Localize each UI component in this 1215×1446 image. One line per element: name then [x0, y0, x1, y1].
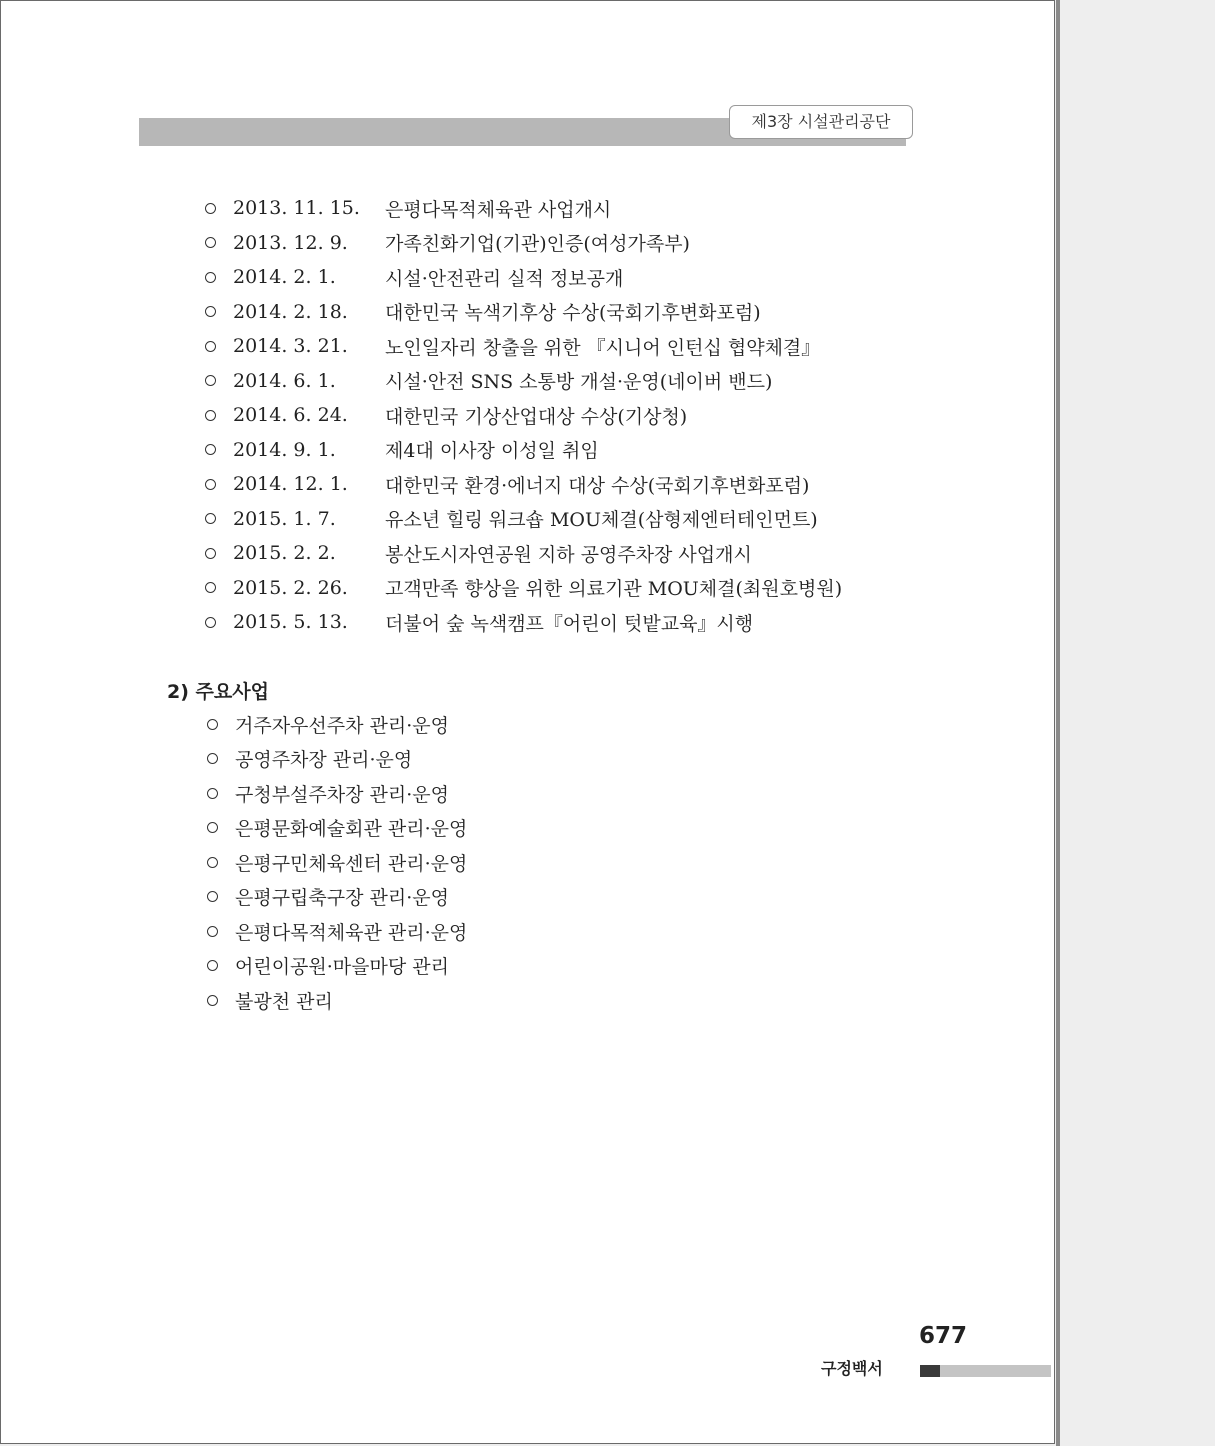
bullet-icon [207, 753, 218, 764]
history-item [201, 398, 961, 433]
business-item [203, 811, 703, 846]
bullet-icon [205, 237, 216, 248]
history-event: 제4대 이사장 이성일 취임 [385, 440, 599, 463]
bullet-icon [205, 203, 216, 214]
business-item-label: 은평구민체육센터 관리·운영 [235, 852, 468, 875]
history-event: 은평다목적체육관 사업개시 [385, 198, 612, 221]
history-item [201, 226, 961, 261]
bullet-icon [205, 617, 216, 628]
business-item [203, 914, 703, 949]
history-date: 2013. 11. 15. [233, 197, 360, 220]
bullet-icon [205, 410, 216, 421]
history-date: 2015. 2. 2. [233, 542, 336, 565]
bullet-icon [205, 306, 216, 317]
bullet-icon [205, 548, 216, 559]
history-date: 2015. 5. 13. [233, 611, 348, 634]
history-date: 2014. 6. 1. [233, 369, 336, 392]
bullet-icon [207, 926, 218, 937]
book-title: 구정백서 [821, 1359, 883, 1378]
business-item [203, 742, 703, 777]
history-date: 2015. 1. 7. [233, 507, 336, 530]
business-item [203, 707, 703, 742]
business-item-label: 은평다목적체육관 관리·운영 [235, 921, 468, 944]
business-item-label: 구청부설주차장 관리·운영 [235, 783, 449, 806]
bullet-icon [205, 479, 216, 490]
bullet-icon [205, 513, 216, 524]
bullet-icon [207, 788, 218, 799]
business-item-label: 공영주차장 관리·운영 [235, 749, 413, 772]
history-date: 2013. 12. 9. [233, 231, 348, 254]
bullet-icon [205, 444, 216, 455]
bullet-icon [205, 272, 216, 283]
history-event: 대한민국 녹색기후상 수상(국회기후변화포럼) [385, 302, 761, 325]
business-list [203, 707, 703, 1018]
page-number: 677 [919, 1323, 968, 1349]
history-event: 노인일자리 창출을 위한 『시니어 인턴십 협약체결』 [385, 336, 821, 359]
history-date: 2014. 12. 1. [233, 473, 348, 496]
bullet-icon [207, 891, 218, 902]
history-item [201, 433, 961, 468]
bullet-icon [205, 341, 216, 352]
history-event: 시설·안전 SNS 소통방 개설·운영(네이버 밴드) [385, 371, 773, 394]
bullet-icon [207, 822, 218, 833]
bullet-icon [207, 857, 218, 868]
business-item-label: 거주자우선주차 관리·운영 [235, 714, 449, 737]
history-item [201, 605, 961, 640]
page-edge-shadow [1056, 0, 1060, 1446]
history-event: 가족친화기업(기관)인증(여성가족부) [385, 233, 690, 256]
bullet-icon [205, 582, 216, 593]
business-item-label: 은평구립축구장 관리·운영 [235, 887, 449, 910]
business-item-label: 어린이공원·마을마당 관리 [235, 956, 449, 979]
business-item [203, 983, 703, 1018]
history-item [201, 329, 961, 364]
history-event: 대한민국 환경·에너지 대상 수상(국회기후변화포럼) [385, 474, 810, 497]
history-date: 2014. 3. 21. [233, 335, 348, 358]
business-item-label: 불광천 관리 [235, 990, 333, 1013]
history-item [201, 502, 961, 537]
business-item [203, 949, 703, 984]
history-list [201, 191, 961, 640]
history-date: 2014. 9. 1. [233, 438, 336, 461]
history-event: 시설·안전관리 실적 정보공개 [385, 267, 624, 290]
bullet-icon [207, 960, 218, 971]
footer-bar-accent [920, 1365, 940, 1377]
history-item [201, 295, 961, 330]
history-event: 더불어 숲 녹색캠프『어린이 텃밭교육』시행 [385, 612, 754, 635]
history-date: 2014. 2. 1. [233, 266, 336, 289]
business-item [203, 776, 703, 811]
history-item [201, 191, 961, 226]
bullet-icon [207, 719, 218, 730]
history-event: 봉산도시자연공원 지하 공영주차장 사업개시 [385, 543, 752, 566]
footer-bar [940, 1365, 1051, 1377]
business-item [203, 880, 703, 915]
business-item-label: 은평문화예술회관 관리·운영 [235, 818, 468, 841]
history-date: 2014. 6. 24. [233, 404, 348, 427]
history-event: 유소년 힐링 워크숍 MOU체결(삼형제엔터테인먼트) [385, 509, 818, 532]
history-item [201, 467, 961, 502]
history-date: 2014. 2. 18. [233, 300, 348, 323]
history-item [201, 536, 961, 571]
bullet-icon [205, 375, 216, 386]
history-item [201, 364, 961, 399]
history-date: 2015. 2. 26. [233, 576, 348, 599]
section-heading: 2) 주요사업 [167, 681, 269, 703]
business-item [203, 845, 703, 880]
history-event: 대한민국 기상산업대상 수상(기상청) [385, 405, 688, 428]
history-item [201, 260, 961, 295]
history-event: 고객만족 향상을 위한 의료기관 MOU체결(최원호병원) [385, 578, 843, 601]
bullet-icon [207, 995, 218, 1006]
history-item [201, 571, 961, 606]
chapter-tab: 제3장 시설관리공단 [729, 105, 913, 139]
